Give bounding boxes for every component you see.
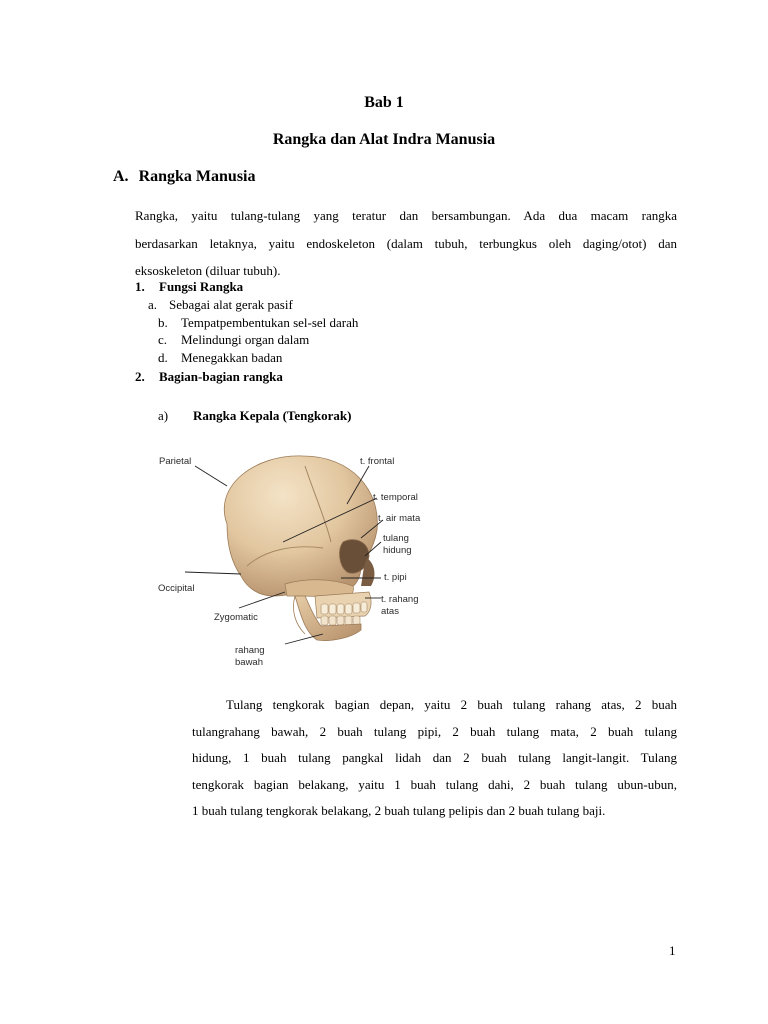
list-item: Tempatpembentukan sel-sel darah <box>181 315 359 330</box>
label-rahang-bawah: rahang <box>235 645 265 656</box>
list-title: Fungsi Rangka <box>159 279 244 294</box>
label-parietal: Parietal <box>159 456 192 467</box>
label-occipital: Occipital <box>158 583 195 594</box>
list-title: Bagian-bagian rangka <box>159 369 283 384</box>
page-number: 1 <box>669 943 676 958</box>
list-number: 1. <box>135 279 145 294</box>
section-marker: A. <box>113 168 129 185</box>
list-item-marker: c. <box>158 332 168 347</box>
body-line: Tulang tengkorak bagian depan, yaitu 2 buah tulang rahang atas, 2 buah <box>226 697 677 712</box>
skull-description <box>192 692 677 825</box>
list-number: 2. <box>135 369 145 384</box>
section-title: Rangka Manusia <box>138 168 256 185</box>
skull-illustration <box>155 446 445 672</box>
label-temporal: t. temporal <box>373 492 418 503</box>
list-item-marker: d. <box>158 350 168 365</box>
list-item-marker: b. <box>158 315 168 330</box>
subsection-title: Rangka Kepala (Tengkorak) <box>193 408 352 423</box>
list-item: Menegakkan badan <box>181 350 283 365</box>
label-zygomatic: Zygomatic <box>214 612 258 623</box>
list-item: Sebagai alat gerak pasif <box>169 297 293 312</box>
label-rahang-atas-2: atas <box>381 606 399 617</box>
intro-paragraph <box>135 202 677 285</box>
body-line: tulangrahang bawah, 2 buah tulang pipi, 2 buah tulang mata, 2 buah tulang <box>192 723 677 739</box>
body-line: hidung, 1 buah tulang pangkal lidah dan 2 buah tulang langit-langit. Tulang <box>192 750 677 766</box>
list-item: Melindungi organ dalam <box>181 332 310 347</box>
label-rahang-bawah-2: bawah <box>235 657 263 668</box>
body-line: 1 buah tulang tengkorak belakang, 2 buah tulang pelipis dan 2 buah tulang baji. <box>192 803 606 819</box>
label-frontal: t. frontal <box>360 456 395 467</box>
label-tulang: tulang <box>383 533 409 544</box>
chapter-title: Rangka dan Alat Indra Manusia <box>272 131 496 148</box>
intro-line: eksoskeleton (diluar tubuh). <box>135 263 281 278</box>
list-item-marker: a. <box>148 297 158 312</box>
lower-teeth <box>321 616 360 625</box>
intro-line: berdasarkan letaknya, yaitu endoskeleton (dalam tubuh, terbungkus oleh daging/otot) dan <box>135 235 677 251</box>
chapter-heading: Bab 1 <box>364 94 404 111</box>
label-rahang-atas: t. rahang <box>381 594 419 605</box>
intro-line: Rangka, yaitu tulang-tulang yang teratur dan bersambungan. Ada dua macam rangka <box>135 208 677 223</box>
cranium-shape <box>224 456 377 596</box>
label-hidung: hidung <box>383 545 412 556</box>
section-heading <box>113 168 255 186</box>
label-air-mata: t. air mata <box>378 513 421 524</box>
skull-figure <box>155 446 445 672</box>
subsection-marker: a) <box>158 408 169 423</box>
body-line: tengkorak bagian belakang, yaitu 1 buah tulang dahi, 2 buah tulang ubun-ubun, <box>192 776 677 792</box>
label-pipi: t. pipi <box>384 572 407 583</box>
